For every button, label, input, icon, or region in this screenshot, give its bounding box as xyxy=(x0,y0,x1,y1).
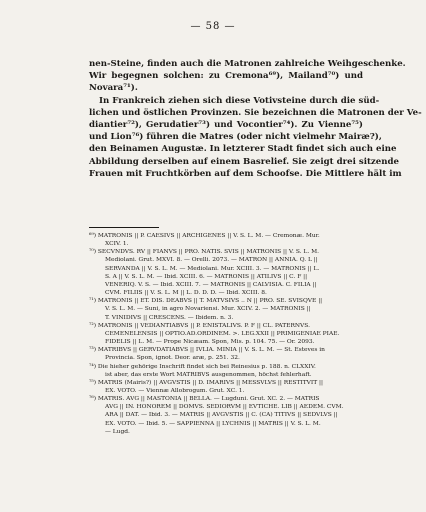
footnote-line: Mediolani. Grut. MXVI. 8. — Orelli. 2073. — MATRON || ANNIA. Q. L || xyxy=(105,257,318,264)
text-line: den Beinamen Augustæ. In letzterer Stadt findet sich auch eine xyxy=(89,144,397,155)
footnote-line: ARA || DAT. — Ibid. 3. — MATRIS || AVGVSTIS || C. (CA) TITIVS || SEDVLVS || xyxy=(105,412,338,419)
footnote-line: VENERIQ. V. S. — Ibid. XCIII. 7. — MATRONIS || CALVISIA. C. FILIA || xyxy=(105,281,317,288)
text-line: und Lion⁷⁶) führen die Matres (oder nicht vielmehr Mairæ?), xyxy=(89,132,382,143)
footnote-divider xyxy=(89,227,159,228)
footnote-line: ⁶⁹) MATRONIS || P. CAESIVS || ARCHIGENES || V. S. L. M. — Cremonæ. Mur. xyxy=(89,233,320,239)
footnote-line: CEMENELENSIS || OPTIO.AD.ORDINEM. >. LEG.XXII || PRIMIGENIAE PIAE. xyxy=(105,330,340,337)
footnote-line: — Lugd. xyxy=(105,428,130,435)
footnote-line: ⁷¹) MATRONIS || ET. DIS. DEABVS || T. MATVSIVS .. N || PRO. SE. SVISQVE || xyxy=(89,298,323,305)
footnote-line: Provincia. Spon, ignot. Deor. aræ, p. 251. 32. xyxy=(105,355,240,362)
text-line: Abbildung derselben auf einem Basrelief. Sie zeigt drei sitzende xyxy=(89,156,400,167)
footnotes xyxy=(89,232,365,436)
text-line: nen-Steine, finden auch die Matronen zahlreiche Weihgeschenke. xyxy=(89,59,406,69)
footnote-line: S. A || V. S. L. M. — Ibid. XCIII. 6. — MATRONIS || ATILIVS || C. F || xyxy=(105,273,308,280)
footnote-line: T. VINIDIVS || CRESCENS. — Ibidem. n. 3. xyxy=(105,314,234,321)
text-line: lichen und östlichen Provinzen. Sie bezeichnen die Matronen der Ve- xyxy=(89,107,422,118)
footnote-line: EX. VOTO. — Viennæ Allobrogum. Grut. XC. 1. xyxy=(105,387,245,394)
footnote-line: ⁷⁶) MATRIS. AVG || MASTONIA || BELLA. — Lugduni. Grut. XC. 2. — MATRIS xyxy=(89,396,320,403)
footnote-line: EX. VOTO. — Ibid. 5. — SAPPIENNA || LYCHNIS || MATRIS || V. S. L. M. xyxy=(105,420,321,427)
footnote-line: CVM. FILIIS || V. S. L. M || L. D. D. D. — Ibid. XCIII. 8. xyxy=(105,290,267,297)
footnote-line: ⁷³) MATRIBVS || GERVDATIABVS || IVLIA. MINIA || V. S. L. M. — St. Esteves in xyxy=(89,347,325,354)
footnote-line: AVG || IN. HONOREM || DOMVS. SEDIORVM || EVTICHE. LIB || AEDEM. CVM. xyxy=(105,404,344,411)
page-number: — 58 — xyxy=(190,21,236,32)
footnote-line: ist aber, das erste Wort MATRIBVS ausgenommen, höchst fehlerhaft. xyxy=(105,371,312,378)
footnote-line: V. S. L. M. — Suni, in agro Novariensi. Mur. XCIV. 2. — MATRONIS || xyxy=(105,306,311,313)
footnote-line: ⁷²) MATRONIS || VEDIANTIABVS || P. ENISTALIVS. P. F || CL. PATERNVS. xyxy=(89,322,310,329)
footnote-line: XCIV. 1. xyxy=(105,241,129,248)
text-line: In Frankreich ziehen sich diese Votivsteine durch die süd- xyxy=(99,95,380,106)
text-line: diantier⁷²), Gerudatier⁷³) und Vocontier⁷⁴). Zu Vienne⁷⁵) xyxy=(89,120,363,131)
footnote-line: ⁷⁰) SECVNDVS. RV || FIANVS || PRO. NATIS. SVIS || MATRONIS || V. S. L. M. xyxy=(89,249,319,256)
text-line: Wir begegnen solchen: zu Cremona⁶⁹), Mailand⁷⁰) und xyxy=(89,71,363,82)
footnote-line: FIDELIS || L. M. — Prope Nicæam. Spon, Mis. p. 104. 75. — Or. 2093. xyxy=(105,339,315,346)
text-line: Frauen mit Fruchtkörben auf dem Schoofse. Die Mittlere hält im xyxy=(89,168,402,179)
footnote-line: SERVANDA || V. S. L. M. — Mediolani. Mur. XCIII. 3. — MATRONIS || L. xyxy=(105,265,320,272)
footnote-line: ⁷⁴) Die hieher gehörige Inschrift findet sich bei Reinesius p. 188. n. CLXXIV. xyxy=(89,363,316,370)
text-line: Novara⁷¹). xyxy=(89,83,138,94)
main-text xyxy=(89,58,422,180)
footnote-line: ⁷⁵) MATRIS (Mairis?) || AVGVSTIS || D. IMARIVS || MESSVLVS || RESTITVIT || xyxy=(89,379,324,386)
